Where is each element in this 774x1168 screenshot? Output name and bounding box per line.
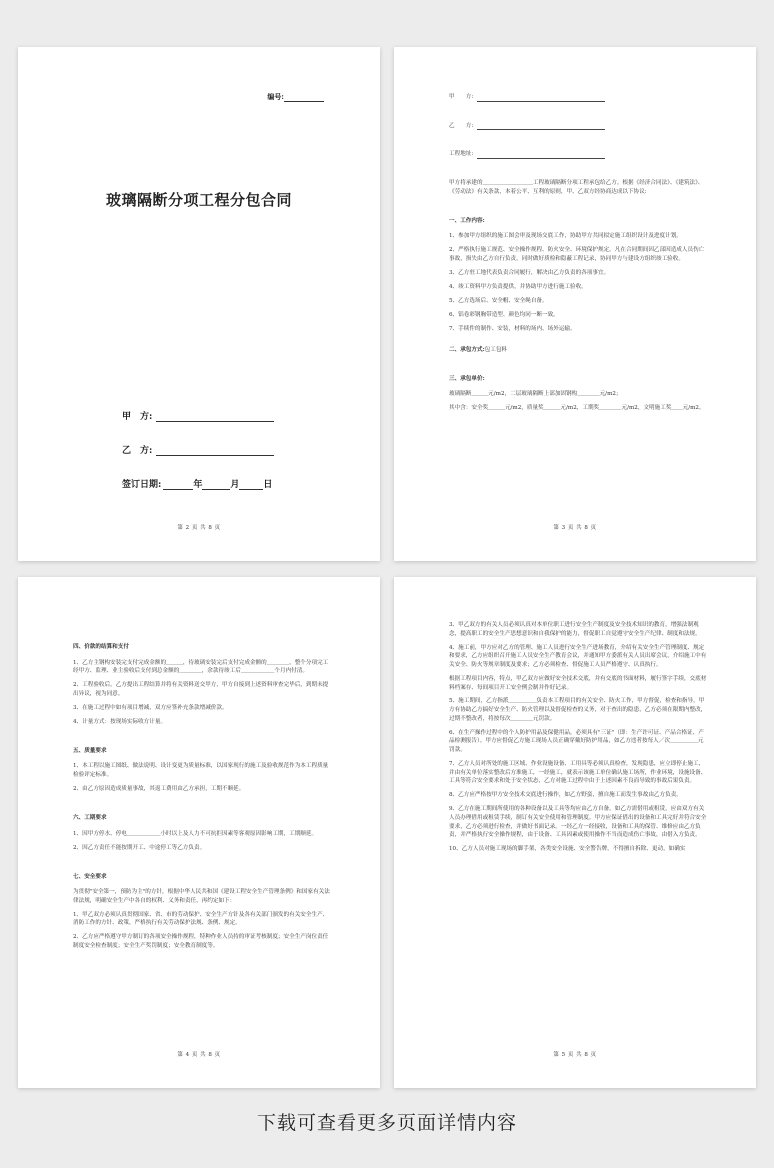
party-b-line: 乙 方: xyxy=(449,122,708,131)
list-item: 6、铝卷彩钢胸带造型、颜色均同一断一致。 xyxy=(449,311,559,318)
list-item: 4、竣工资料甲方负责提供，并协助甲方进行施工验收。 xyxy=(449,283,587,290)
cover-party-a: 甲 方: xyxy=(122,409,274,422)
list-item: 2、因乙方责任不能按期开工、中途停工等乙方负责。 xyxy=(73,844,206,851)
list-item: 1、因甲方停水、停电＿＿＿＿＿＿小时以上及人力不可抗拒因素等客观原因影响工期，工期顺延。 xyxy=(73,830,318,837)
contract-number-blank xyxy=(284,94,324,102)
list-item: 10、乙方人员对施工现场的脚手架，各类安全设施、安全警告牌，不得擅自拆除、更动，如确实 xyxy=(449,846,686,853)
page-4-content xyxy=(73,635,332,956)
section-title: 六、工期要求 xyxy=(73,815,107,821)
page-3-content xyxy=(449,93,708,418)
section-title: 五、质量要求 xyxy=(73,747,107,754)
list-item: 2、严格执行施工规范、安全操作规程、防火安全、环境保护规定，凡在合同期间因乙部因造成人员伤亡事故，损失由乙方自行负责，同时做好质检和隐蔽工程记录，协同甲方与建设方组织竣工验收。 xyxy=(449,247,705,262)
section-title: 七、安全要求 xyxy=(73,873,107,880)
list-item: 9、乙方在施工期间所使用的各种设备以及工具等均应由乙方自备，如乙方需借用或租赁，应由双方有关人员办理借用或租赁手续，制订有关安全使用和管理制度。甲方应保证借出的设备和工具完好并符合安全要求，乙方必须进行检查，并做好书面记录。一经乙方一经接收，设备和工具的保管、维修应由乙方负责，并严格执行安全操作规程，由于设备、工具因素或使用操作不当而造成伤亡事故，由借入方负责。 xyxy=(449,806,707,839)
list-item: 4、施工前，甲方应对乙方的管理、施工人员进行安全生产进场教育，介绍有关安全生产管理制度、规定和要求，乙方应组织召开施工人员安全生产教育会议，并通知甲方委派有关人员出席会议，介绍施工中有关安全、防火等规章制度及要求；乙方必须检查、督促施工人员严格遵守、认真执行。 xyxy=(449,644,707,668)
contract-page-5 xyxy=(394,577,756,1088)
list-item: 3、在施工过程中如有项目增减，双方应签补充条款增减价款。 xyxy=(73,704,228,711)
intro-paragraph: 甲方将承建的＿＿＿＿＿＿＿＿＿工程玻璃隔断分项工程承包给乙方。根据《经济合同法》、《建筑法》、《劳动法》有关条款，本着公平、互利的原则，甲、乙双方经协商达成以下协议: xyxy=(449,179,704,195)
section-title: 四、价款的结算和支付 xyxy=(73,644,129,650)
list-item: 5、乙方选场后、安全帽、安全绳自备。 xyxy=(449,297,548,304)
download-caption: 下载可查看更多页面详情内容 xyxy=(256,1112,517,1134)
list-item: 2、由乙方原因造成质量事故，其返工费用由乙方承担，工期不顺延。 xyxy=(73,786,245,793)
list-item: 1、本工程以施工图纸、做法说明、设计变更为质量标准，以国家现行的施工及验收规范作为本工程质量检验评定标准。 xyxy=(73,763,329,779)
contract-title: 玻璃隔断分项工程分包合同 xyxy=(106,191,293,209)
page-footer: 第 4 页 共 8 页 xyxy=(177,1052,221,1058)
cover-party-b: 乙 方: xyxy=(122,443,274,456)
section-title: 一、工作内容: xyxy=(449,217,485,224)
contract-page-4 xyxy=(18,577,380,1088)
contract-page-3 xyxy=(394,47,756,561)
list-item: 为贯彻"安全第一，预防为主"的方针，根据中华人民共和国《建设工程安全生产管理条例》和国家有关法律法规，明确安全生产中各自的权利、义务和责任，再约定如下： xyxy=(73,889,330,904)
list-item: 3、乙方驻工地代表负责合同履行，解决由乙方负责的各项事宜。 xyxy=(449,269,610,276)
unit-price-line: 其中含：安全奖＿＿＿元/m2，质量奖＿＿＿元/m2，工期奖＿＿＿＿元/m2，文明施工奖＿＿元/m2。 xyxy=(449,405,705,412)
page-footer: 第 2 页 共 8 页 xyxy=(177,525,221,531)
contract-method: 二、承包方式:包工包料 xyxy=(449,346,508,353)
contract-number: 编号: xyxy=(267,92,324,102)
page-footer: 第 5 页 共 8 页 xyxy=(553,1052,597,1058)
list-item: 根据工程项目内容，特点，甲乙双方应做好安全技术交底，并有交底的书面材料，履行签字手续，交底材料档案存、每间项目开工安全例会制并作好记录。 xyxy=(449,675,707,691)
contract-cover-page xyxy=(18,47,380,561)
party-a-line: 甲 方: xyxy=(449,93,708,102)
list-item: 7、手续件的制作、安装，材料的场内、场外运输。 xyxy=(449,325,576,332)
list-item: 3、甲乙双方的有关人员必须认真对本单位职工进行安全生产制度及安全技术知识的教育，增强法制观念，提高职工的安全生产思想意识和自我保护的能力，督促职工自觉遵守安全生产纪律、制度和法规。 xyxy=(449,622,701,637)
list-item: 1、甲乙双方必须认真贯彻国家、省、市的劳动保护、安全生产方针及各有关部门颁发的有关安全生产、消防工作的方针、政策，严格执行有关劳动保护法规、条例、规定。 xyxy=(73,911,329,927)
list-item: 5、施工期间，乙方指派＿＿＿＿＿负责本工程项目的有关安全、防火工作，甲方督促，检查和指导，甲方有协助乙方搞好安全生产、防火管理以及督促检查的义务，对于查出的隐患，乙方必须在限期内整改，过期不整改者，将按每次＿＿＿＿元罚款。 xyxy=(449,698,707,722)
section-title: 三、承包单价: xyxy=(449,375,485,382)
list-item: 8、乙方应严格按甲方安全技术交底进行操作，如乙方野蛮，擅自施工而发生事故由乙方负责。 xyxy=(449,792,682,799)
list-item: 7、乙方人员对所处的施工区域、作业设施设备、工用具等必须认真检查，发现隐患，应立即停止施工，并由有关单位落实整改后方准施工，一经施工，就表示该施工单位确认施工场所，作业环境，设施设备、工具等符合安全要求和处于安全状态，乙方对施工过程中由于上述因素不良而导致的事故后果负责。 xyxy=(449,761,707,785)
list-item: 2、工程验收后，乙方提出工程结算并将有关资料送交甲方，甲方自接到上述资料审查完毕后，到期未提出异议，视为同意。 xyxy=(73,682,329,697)
cover-sign-date: 签订日期: 年 月 日 xyxy=(122,480,273,490)
site-line: 工程地址: xyxy=(449,150,708,159)
list-item: 4、计量方式：按现场实际收方计量。 xyxy=(73,718,167,725)
page-5-content xyxy=(449,621,708,859)
list-item: 2、乙方应严格遵守甲方制订的各项安全操作规程，特种作业人员持的审证考核制度；安全生产岗位责任制度安全检查制度；安全生产奖罚制度；安全教育制度等。 xyxy=(73,934,329,950)
list-item: 1、参加甲方组织的施工图会审及现场交底工作，协助甲方共同拟定施工组织设计及进度计划。 xyxy=(449,233,682,240)
unit-price-line: 玻璃隔断＿＿＿元/m2，二层玻璃隔断上部加固钢构＿＿＿＿元/m2； xyxy=(449,391,622,398)
page-footer: 第 3 页 共 8 页 xyxy=(553,525,597,531)
list-item: 1、乙方主钢构安装完支付完成金额的＿＿＿，待玻璃安装完后支付完成金额的＿＿＿＿，整个分项完工经甲方、监理、业主验收后支付到总金额的＿＿＿＿，余款待竣工后＿＿＿＿＿＿个月内付清。 xyxy=(73,659,329,675)
list-item: 6、在生产操作过程中的个人防护用品及保健用品，必须具有"三证"（即：生产许可证、产品合格证、产品检测报告）。甲方应督促乙方施工现场人员正确穿戴好防护用品，如乙方违者按每人／次＿＿＿＿＿元罚款。 xyxy=(449,729,704,754)
